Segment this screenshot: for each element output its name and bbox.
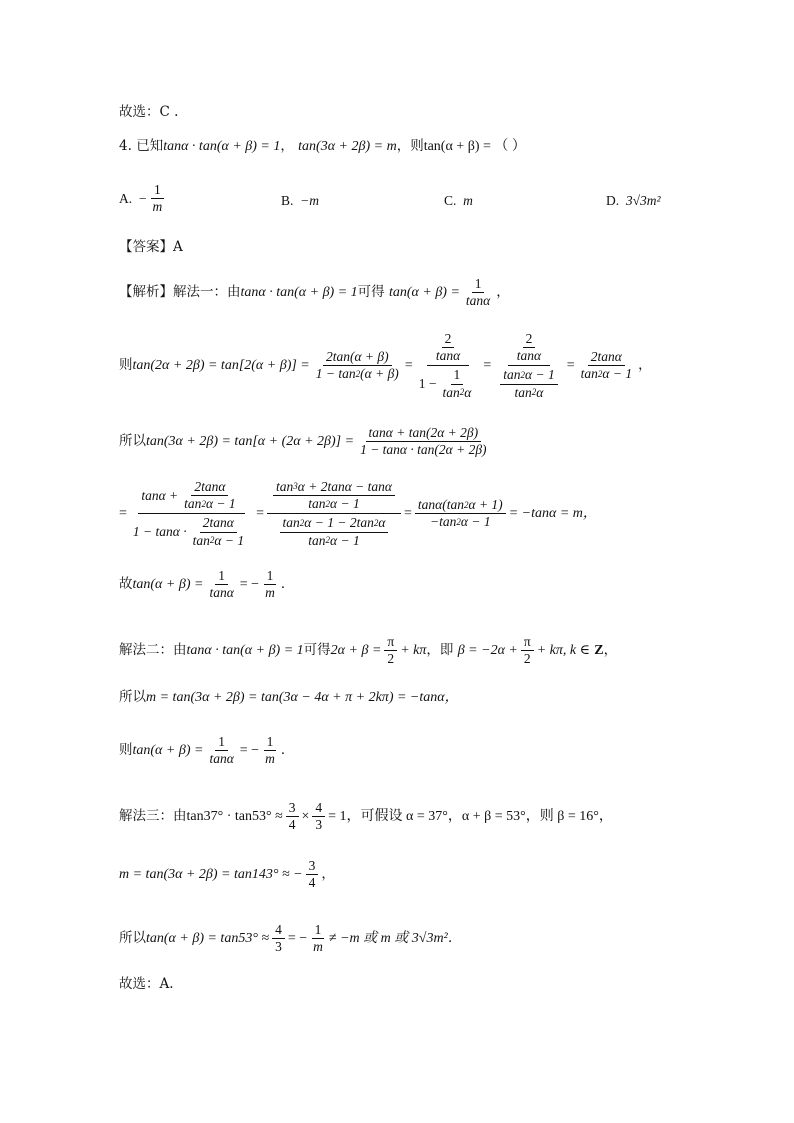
- choice-c-value: m: [463, 193, 473, 208]
- question-lead: 已知: [136, 138, 164, 155]
- method3-line1: 解法三：由 tan37° · tan53° ≈ $\frac{3}{4}$ × $\frac{4}{3}$ = 1，可假设 α = 37°，α + β = 53°，则 β = 16°，: [119, 800, 613, 833]
- method3-line3-tail: ≠ −m 或 m 或 3√3m²．: [328, 930, 462, 946]
- method3-line3-prefix: 所以: [119, 929, 146, 946]
- final-answer: [119, 978, 174, 992]
- method2-line2-expr: m = tan(3α + 2β) = tan(3α − 4α + π + 2kπ) = −tanα，: [146, 690, 459, 705]
- method2-mid: 可得: [303, 641, 331, 658]
- step3-tail: = −tanα = m，: [508, 505, 597, 521]
- method3-line2: m = tan(3α + 2β) = tan143° ≈ − $\frac{3}{4}$ ，: [119, 858, 335, 891]
- choice-d-label: D.: [606, 193, 620, 208]
- method3-line3-frac2: $\frac{1}{m}$: [313, 922, 323, 955]
- method3-frac1: $\frac{3}{4}$: [286, 800, 299, 833]
- method1-line5: 故 tan(α + β) = $\frac{1}{\tan\alpha}$ = − $\frac{1}{m}$ ．: [119, 568, 295, 601]
- method2-line3: 则 tan(α + β) = $\frac{1}{\tan\alpha}$ = − $\frac{1}{m}$ ．: [119, 734, 295, 767]
- method2-frac1: $\frac{\pi}{2}$: [384, 634, 397, 667]
- choice-a-value: $\frac{1}{m}$: [152, 182, 163, 215]
- method1-prefix: 【解析】解法一：由: [119, 283, 241, 300]
- method1-line4: = tanα + 2tanα tan 2 α − 1 1 − tanα · 2tanα tan 2 α − 1 = tan 3 α + 2tanα − tanα tan 2 α − 1 tan 2 α − 1 − 2tan 2 α tan 2 α − 1 = tanα(tan 2 α + 1) −tan 2 α − 1 = −tanα = m，: [119, 478, 597, 550]
- method1-line2: 则 tan(2α + 2β) = tan[2(α + β)] = 2tan(α + β) 1 − tan 2 (α + β) = $\frac{2}{\tan\alpha}$ 1 − 1 tan 2 α = $\frac{2}{\tan\alpha}$ tan 2 α − 1 tan 2 α = 2tanα tan 2 α − 1 ，: [119, 330, 652, 402]
- method3-line3-frac1: $\frac{4}{3}$: [272, 922, 285, 955]
- method2-line2-prefix: 所以: [119, 689, 146, 706]
- answer-line: [119, 241, 183, 255]
- question-number: 4.: [119, 138, 132, 155]
- question-cond1: tanα · tan(α + β) = 1: [163, 139, 281, 154]
- step4-frac2: $\frac{1}{m}$: [265, 568, 275, 601]
- method2-rel1-tail: + kπ: [400, 642, 427, 658]
- prev-answer: [119, 106, 178, 120]
- method2-line3-frac1: $\frac{1}{\tan\alpha}$: [209, 734, 234, 767]
- step4-frac1: $\frac{1}{\tan\alpha}$: [209, 568, 234, 601]
- method3-line2-frac: $\frac{3}{4}$: [306, 858, 319, 891]
- method3-expr: tan37° · tan53° ≈: [186, 808, 283, 824]
- method2-frac2: $\frac{\pi}{2}$: [521, 634, 534, 667]
- question-ask: tan(α + β) = （ ）: [423, 139, 526, 154]
- method2-prefix: 解法二：由: [119, 641, 187, 658]
- prev-answer-text: 故选：C .: [119, 104, 179, 120]
- step2-lhs: tan(3α + 2β) = tan[α + (2α + 2β)] =: [146, 433, 355, 449]
- method2-line1: 解法二：由 tanα · tan(α + β) = 1 可得 2α + β = $\frac{\pi}{2}$ + kπ ，即 β = −2α + $\frac{\pi}{2}$ + kπ, k ∈ Z ，: [119, 634, 618, 667]
- question-ask-lead: 则: [410, 138, 424, 155]
- question-stem: 4. 已知 tanα · tan(α + β) = 1 ， tan(3α + 2β) = m ， 则 tan(α + β) = （ ）: [119, 138, 526, 155]
- step1-lhs: tan(2α + 2β) = tan[2(α + β)] =: [132, 357, 310, 373]
- method3-expr-tail: = 1，可假设 α = 37°，α + β = 53°，则 β = 16°，: [328, 808, 613, 824]
- step1-frac3: $\frac{2}{\tan\alpha}$ tan 2 α − 1 tan 2 α: [494, 330, 563, 402]
- method1-cond: tanα · tan(α + β) = 1: [240, 284, 358, 300]
- step4-lhs: tan(α + β) =: [132, 576, 204, 592]
- method1-lhs: tan(α + β) =: [388, 284, 460, 300]
- choice-d-value: 3√3m²: [625, 193, 661, 208]
- method2-rel2: β = −2α +: [457, 642, 518, 658]
- step3-frac2: tan 3 α + 2tanα − tanα tan 2 α − 1 tan 2 α − 1 − 2tan 2 α tan 2 α − 1: [267, 478, 401, 550]
- answer-text: 【答案】A: [119, 239, 183, 255]
- choice-b-label: B.: [281, 193, 294, 208]
- choice-a: A. − $\frac{1}{m}$: [119, 182, 168, 215]
- step3-frac3: tanα(tan 2 α + 1) −tan 2 α − 1: [415, 497, 506, 530]
- step1-frac2: $\frac{2}{\tan\alpha}$ 1 − 1 tan 2 α: [418, 331, 472, 400]
- method2-mid2: ，即: [426, 641, 454, 658]
- method1-line1: 【解析】解法一：由 tanα · tan(α + β) = 1 可得 tan(α + β) = $\frac{1}{\tan\alpha}$ ，: [119, 276, 510, 309]
- method3-line2-expr: m = tan(3α + 2β) = tan143° ≈ −: [119, 866, 303, 882]
- question-cond2: tan(3α + 2β) = m: [298, 139, 397, 154]
- choice-c: [444, 193, 473, 209]
- method1-frac: $\frac{1}{\tan\alpha}$: [465, 276, 491, 309]
- choice-a-label: A.: [119, 190, 133, 206]
- method1-line3: [119, 425, 493, 458]
- step1-prefix: 则: [119, 357, 133, 374]
- method1-mid: 可得: [357, 283, 385, 300]
- step3-frac1: tanα + 2tanα tan 2 α − 1 1 − tanα · 2tanα tan 2 α − 1: [132, 479, 245, 548]
- integer-set: Z: [594, 642, 604, 658]
- choice-b: [281, 193, 319, 209]
- method2-line3-prefix: 则: [119, 741, 133, 758]
- method2-line2: [119, 691, 459, 705]
- final-answer-text: 故选：A.: [119, 976, 174, 992]
- method2-line3-frac2: $\frac{1}{m}$: [265, 734, 275, 767]
- step2-frac: $\frac{\tan\alpha + \tan(2\alpha + 2\beta)}{1 - \tan\alpha \cdot \tan(2\alpha + 2\beta)}$: [360, 425, 487, 458]
- method2-rel2-tail: + kπ, k ∈: [536, 642, 590, 658]
- method2-cond: tanα · tan(α + β) = 1: [186, 642, 304, 658]
- choice-d: [606, 193, 661, 209]
- choice-b-value: −m: [300, 193, 319, 208]
- method2-rel1: 2α + β =: [330, 642, 382, 658]
- method3-line3: 所以 tan(α + β) = tan53° ≈ $\frac{4}{3}$ = − $\frac{1}{m}$ ≠ −m 或 m 或 3√3m²．: [119, 922, 462, 955]
- choice-c-label: C.: [444, 193, 457, 208]
- step1-frac4: 2tanα tan 2 α − 1: [580, 349, 633, 382]
- step4-prefix: 故: [119, 575, 133, 592]
- method3-prefix: 解法三：由: [119, 807, 187, 824]
- method3-frac2: $\frac{4}{3}$: [312, 800, 325, 833]
- step1-frac1: 2tan(α + β) 1 − tan 2 (α + β): [315, 349, 399, 382]
- method3-line3-expr: tan(α + β) = tan53° ≈: [146, 930, 270, 946]
- step2-prefix: 所以: [119, 432, 146, 449]
- method2-line3-lhs: tan(α + β) =: [132, 742, 204, 758]
